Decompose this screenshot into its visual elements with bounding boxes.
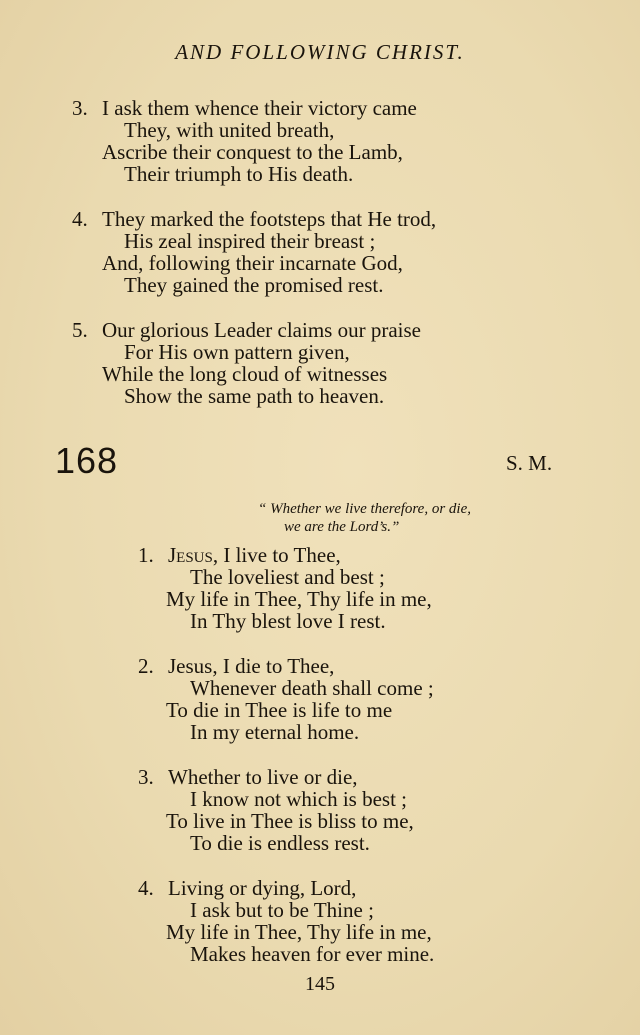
stanza-line: 1. Jesus, I live to Thee, [138, 543, 341, 567]
stanza-line: 3. Whether to live or die, [138, 765, 358, 789]
running-head: AND FOLLOWING CHRIST. [175, 40, 465, 64]
stanza-line: In Thy blest love I rest. [190, 609, 386, 633]
stanza-line: Their triumph to His death. [124, 162, 354, 186]
stanza-line: 4. Living or dying, Lord, [138, 876, 357, 900]
stanza-line: My life in Thee, Thy life in me, [166, 587, 432, 611]
stanza-number: 4. [72, 207, 88, 231]
stanza-line: I know not which is best ; [190, 787, 407, 811]
stanza-line: Whenever death shall come ; [190, 676, 434, 700]
hymn-number: 168 [55, 440, 119, 481]
stanza-line: While the long cloud of witnesses [102, 362, 388, 386]
stanza-number: 3. [72, 96, 88, 120]
stanza-line: 4. They marked the footsteps that He trod, [72, 207, 437, 231]
epigraph-line: “ Whether we live therefore, or die, [258, 501, 472, 517]
stanza-line: The loveliest and best ; [190, 565, 385, 589]
stanza-line: I ask but to be Thine ; [190, 898, 374, 922]
epigraph-line: we are the Lord’s.” [284, 519, 400, 535]
stanza-line: Show the same path to heaven. [124, 384, 385, 408]
stanza-line: My life in Thee, Thy life in me, [166, 920, 432, 944]
stanza-line: 3. I ask them whence their victory came [72, 96, 417, 120]
hymn-meter: S. M. [506, 451, 553, 475]
page-number: 145 [305, 973, 335, 995]
stanza-line: And, following their incarnate God, [102, 251, 403, 275]
stanza-line: For His own pattern given, [124, 340, 350, 364]
stanza-number: 4. [138, 876, 154, 900]
stanza-number: 5. [72, 318, 88, 342]
stanza-line: They, with united breath, [124, 118, 335, 142]
stanza-line: To live in Thee is bliss to me, [166, 809, 414, 833]
first-word: Jesus, [168, 543, 219, 567]
stanza-line: Ascribe their conquest to the Lamb, [102, 140, 403, 164]
stanza-line: They gained the promised rest. [124, 273, 384, 297]
stanza-line: 2. Jesus, I die to Thee, [138, 654, 335, 678]
stanza-line: To die is endless rest. [190, 831, 370, 855]
stanza-line: Makes heaven for ever mine. [190, 942, 435, 966]
stanza-number: 2. [138, 654, 154, 678]
stanza-line: His zeal inspired their breast ; [124, 229, 376, 253]
stanza-number: 1. [138, 543, 154, 567]
stanza-number: 3. [138, 765, 154, 789]
stanza-line: In my eternal home. [190, 720, 360, 744]
stanza-line: 5. Our glorious Leader claims our praise [72, 318, 421, 342]
stanza-line: To die in Thee is life to me [166, 698, 393, 722]
